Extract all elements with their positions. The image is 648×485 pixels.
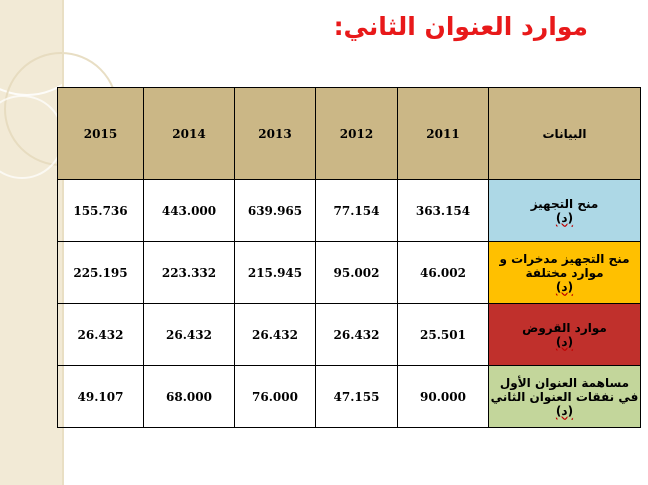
- table-cell: 76.000: [235, 366, 316, 428]
- year-header: 2013: [235, 88, 316, 180]
- year-header: 2012: [316, 88, 398, 180]
- table-cell: 363.154: [398, 180, 489, 242]
- table-cell: 223.332: [144, 242, 235, 304]
- row-unit: (د): [555, 279, 574, 294]
- row-label: مساهمة العنوان الأول في نفقات العنوان الثاني: [490, 375, 639, 404]
- year-header: 2014: [144, 88, 235, 180]
- row-unit: (د): [555, 403, 574, 418]
- row-label: منح التجهيز مدخرات و موارد مختلفة: [499, 251, 630, 280]
- row-unit: (د): [555, 334, 574, 349]
- table-cell: 25.501: [398, 304, 489, 366]
- table-cell: 225.195: [58, 242, 144, 304]
- table-cell: 215.945: [235, 242, 316, 304]
- row-label-cell: [489, 366, 641, 428]
- table-cell: 639.965: [235, 180, 316, 242]
- table-cell: 26.432: [144, 304, 235, 366]
- table-cell: 26.432: [235, 304, 316, 366]
- table-header-row: [58, 88, 641, 180]
- table-cell: 95.002: [316, 242, 398, 304]
- row-label-cell: [489, 304, 641, 366]
- row-label-cell: [489, 242, 641, 304]
- table-cell: 90.000: [398, 366, 489, 428]
- table-cell: 68.000: [144, 366, 235, 428]
- table-row: [58, 242, 641, 304]
- table-row: [58, 180, 641, 242]
- table-cell: 443.000: [144, 180, 235, 242]
- data-header: البيانات: [489, 88, 641, 180]
- year-header: 2015: [58, 88, 144, 180]
- row-label: منح التجهيز: [530, 196, 599, 211]
- table-cell: 26.432: [316, 304, 398, 366]
- decorative-side-band: [0, 0, 62, 485]
- page-title: موارد العنوان الثاني:: [333, 12, 588, 41]
- table-cell: 46.002: [398, 242, 489, 304]
- table-cell: 77.154: [316, 180, 398, 242]
- table-cell: 155.736: [58, 180, 144, 242]
- table-cell: 49.107: [58, 366, 144, 428]
- year-header: 2011: [398, 88, 489, 180]
- row-unit: (د): [555, 210, 574, 225]
- table-cell: 26.432: [58, 304, 144, 366]
- row-label: موارد القروض: [522, 320, 607, 335]
- table-row: [58, 366, 641, 428]
- table-row: [58, 304, 641, 366]
- resources-table: [57, 87, 641, 428]
- table-cell: 47.155: [316, 366, 398, 428]
- row-label-cell: [489, 180, 641, 242]
